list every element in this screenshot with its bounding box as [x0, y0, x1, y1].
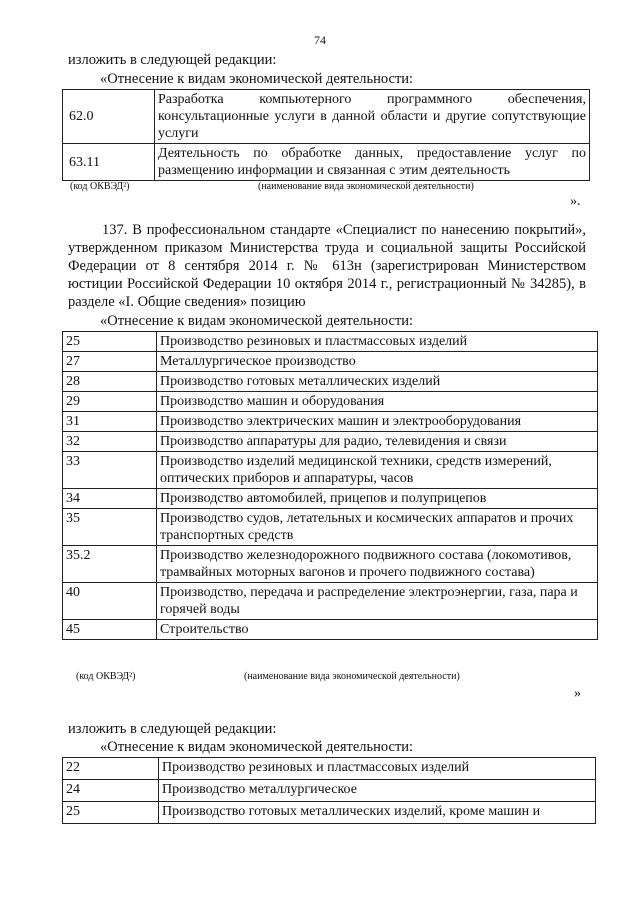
table-row — [63, 90, 590, 144]
name-caption: (наименование вида экономической деятельности) — [244, 671, 460, 682]
table-row — [63, 372, 598, 392]
okved-code: 24 — [63, 780, 159, 802]
okved-table-3 — [62, 757, 596, 824]
activity-name: Производство автомобилей, прицепов и полуприцепов — [157, 489, 598, 509]
paragraph-137 — [68, 221, 586, 311]
activity-name: Производство электрических машин и электрооборудования — [157, 412, 598, 432]
activity-name: Производство металлургическое — [159, 780, 596, 802]
page-number: 74 — [314, 33, 326, 47]
activity-name: Производство машин и оборудования — [157, 392, 598, 412]
okved-code: 45 — [63, 620, 157, 640]
activity-name: Разработка компьютерного программного обеспечения, консультационные услуги в данной области и другие сопутствующие услуги — [155, 90, 590, 144]
table-row — [63, 509, 598, 546]
table-row — [63, 489, 598, 509]
intro-text: изложить в следующей редакции: — [68, 721, 277, 737]
table-row — [63, 546, 598, 583]
okved-code: 62.0 — [63, 90, 155, 144]
activity-name: Производство изделий медицинской техники, средств измерений, оптических приборов и аппаратуры, часов — [157, 452, 598, 489]
okved-code: 33 — [63, 452, 157, 489]
okved-code: 35.2 — [63, 546, 157, 583]
name-caption: (наименование вида экономической деятельности) — [258, 181, 474, 192]
okved-code: 25 — [63, 802, 159, 824]
activity-name: Производство резиновых и пластмассовых изделий — [157, 332, 598, 352]
activity-name: Производство резиновых и пластмассовых изделий — [159, 758, 596, 780]
okved-code: 31 — [63, 412, 157, 432]
okved-code: 27 — [63, 352, 157, 372]
okved-table-1 — [62, 89, 590, 181]
okved-code: 63.11 — [63, 144, 155, 181]
table-row — [63, 758, 596, 780]
section-subtitle: «Отнесение к видам экономической деятельности: — [100, 71, 414, 87]
table-row — [63, 620, 598, 640]
activity-name: Строительство — [157, 620, 598, 640]
table-row — [63, 392, 598, 412]
okved-code: 22 — [63, 758, 159, 780]
table-row — [63, 452, 598, 489]
activity-name: Производство, передача и распределение электроэнергии, газа, пара и горячей воды — [157, 583, 598, 620]
activity-name: Производство готовых металлических изделий, кроме машин и — [159, 802, 596, 824]
code-caption: (код ОКВЭД²) — [70, 181, 130, 192]
activity-name: Производство аппаратуры для радио, телевидения и связи — [157, 432, 598, 452]
activity-name: Деятельность по обработке данных, предоставление услуг по размещению информации и связанная с этим деятельность — [155, 144, 590, 181]
table-row — [63, 583, 598, 620]
table-row — [63, 780, 596, 802]
okved-code: 28 — [63, 372, 157, 392]
paragraph-text: 137. В профессиональном стандарте «Специалист по нанесению покрытий», утвержденном приказом Министерства труда и социальной защиты Российской Федерации от 8 сентября 2014 г. № 613н (зарегистрирован Министерством юстиции Российской Федерации 10 октября 2014 г., регистрационный № 34285), в разделе «I. Общие сведения» позицию — [68, 222, 586, 310]
table-row — [63, 144, 590, 181]
table-row — [63, 412, 598, 432]
closing-quote: » — [574, 686, 581, 701]
section-subtitle: «Отнесение к видам экономической деятельности: — [100, 739, 414, 755]
okved-code: 35 — [63, 509, 157, 546]
activity-name: Производство железнодорожного подвижного состава (локомотивов, трамвайных моторных вагонов и прочего подвижного состава) — [157, 546, 598, 583]
section-subtitle: «Отнесение к видам экономической деятельности: — [100, 313, 414, 329]
intro-text: изложить в следующей редакции: — [68, 52, 277, 68]
table-row — [63, 332, 598, 352]
activity-name: Производство готовых металлических изделий — [157, 372, 598, 392]
table-row — [63, 802, 596, 824]
okved-code: 25 — [63, 332, 157, 352]
code-caption: (код ОКВЭД²) — [76, 671, 136, 682]
okved-code: 29 — [63, 392, 157, 412]
okved-table-2 — [62, 331, 598, 640]
table-row — [63, 352, 598, 372]
activity-name: Металлургическое производство — [157, 352, 598, 372]
activity-name: Производство судов, летательных и космических аппаратов и прочих транспортных средств — [157, 509, 598, 546]
okved-code: 32 — [63, 432, 157, 452]
table-row — [63, 432, 598, 452]
okved-code: 40 — [63, 583, 157, 620]
okved-code: 34 — [63, 489, 157, 509]
closing-quote: ». — [570, 194, 581, 209]
